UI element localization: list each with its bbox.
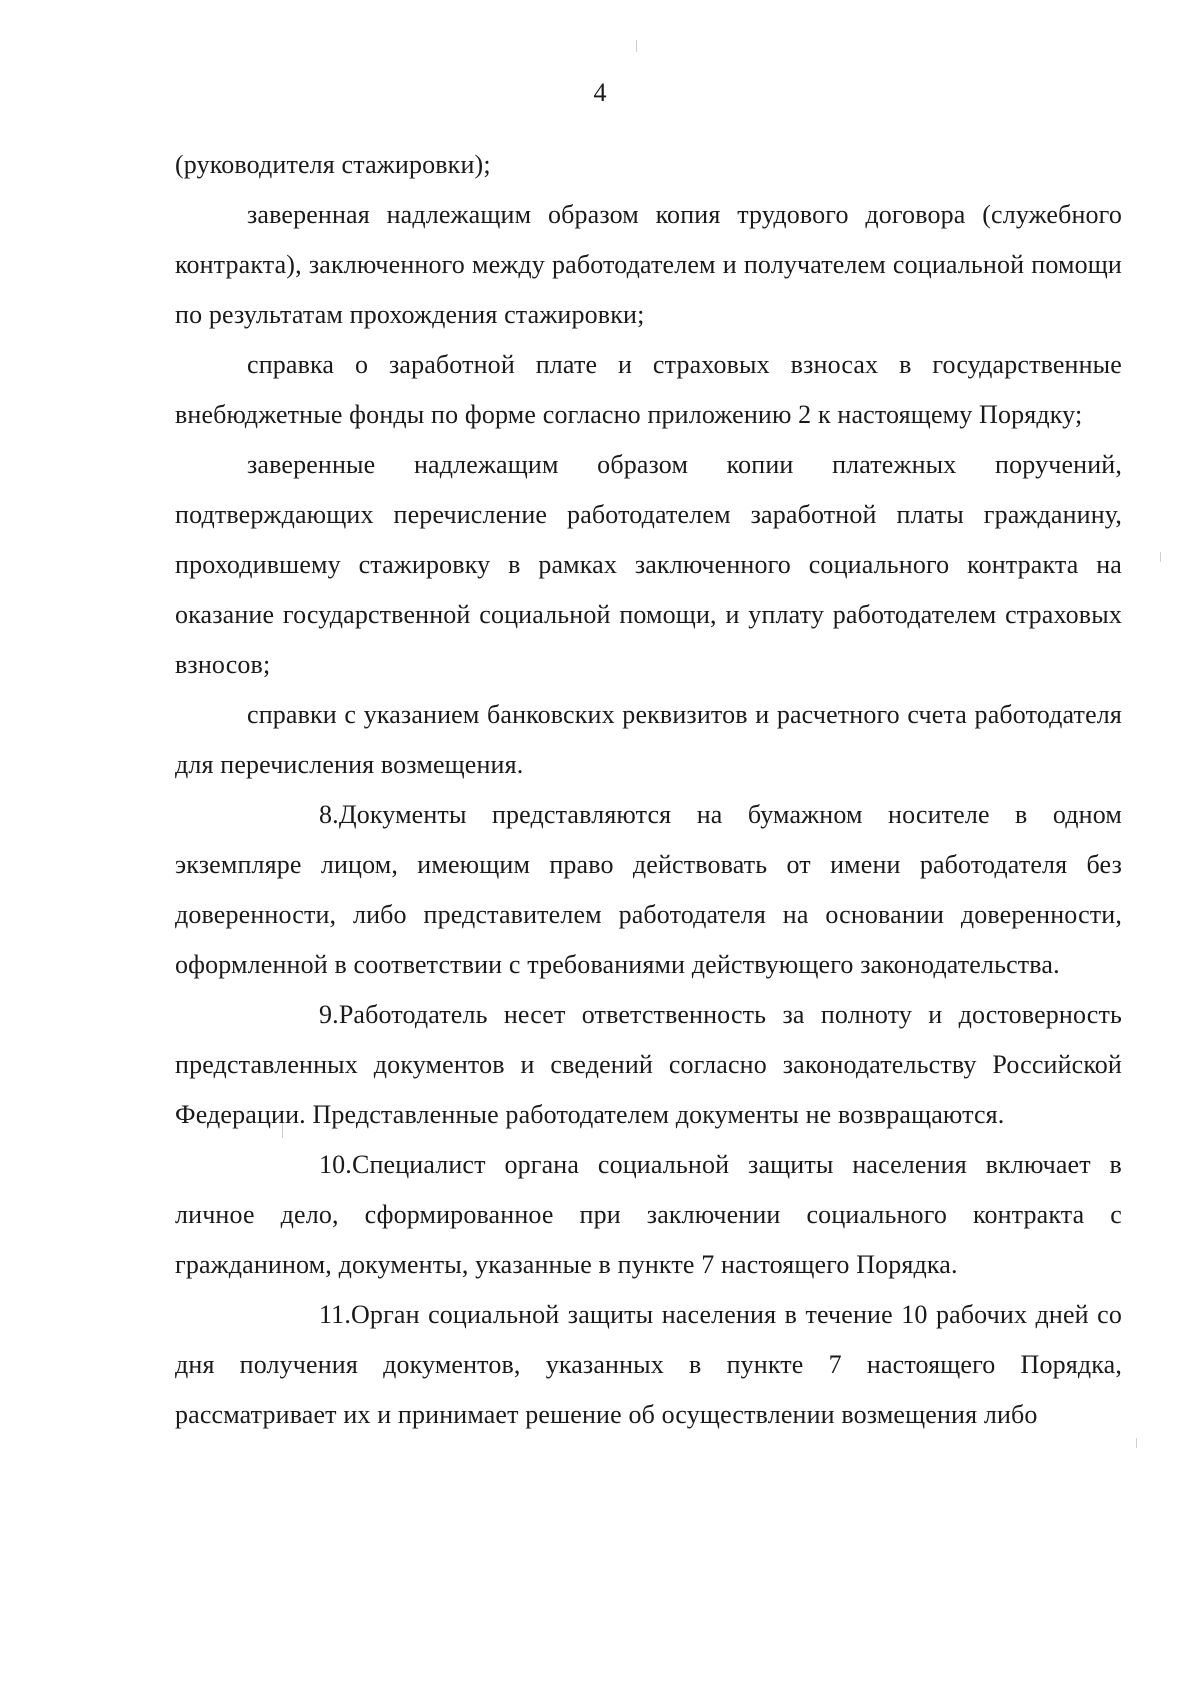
paragraph-bank-details: справки с указанием банковских реквизитов и расчетного счета работодателя для перечисления возмещения. — [175, 700, 1122, 779]
page-number: 4 — [593, 78, 607, 107]
paragraph-item-9 — [175, 990, 1122, 1140]
paragraph-item-8 — [175, 790, 1122, 990]
scan-artifact — [1160, 552, 1161, 562]
item-text: Орган социальной защиты населения в течение 10 рабочих дней со дня получения документов, указанных в пункте 7 настоящего Порядка, рассматривает их и принимает решение об осуществлении возмещения либо — [175, 1300, 1122, 1429]
paragraph-continuation: (руководителя стажировки); — [175, 150, 491, 179]
scan-artifact — [1136, 1438, 1137, 1448]
paragraph-employment-contract-copy: заверенная надлежащим образом копия трудового договора (служебного контракта), заключенного между работодателем и получателем социальной помощи по результатам прохождения стажировки; — [175, 200, 1122, 329]
item-number: 8. — [319, 800, 339, 829]
item-text: Специалист органа социальной защиты населения включает в личное дело, сформированное при заключении социального контракта с гражданином, документы, указанные в пункте 7 настоящего Порядка. — [175, 1150, 1122, 1279]
document-body — [175, 140, 1122, 1440]
paragraph-item-10 — [175, 1140, 1122, 1290]
scan-artifact — [636, 40, 637, 52]
item-text: Документы представляются на бумажном носителе в одном экземпляре лицом, имеющим право действовать от имени работодателя без доверенности, либо представителем работодателя на основании доверенности, оформленной в соответствии с требованиями действующего законодательства. — [175, 800, 1122, 979]
item-number: 11. — [319, 1300, 351, 1329]
paragraph-item-11 — [175, 1290, 1122, 1440]
item-number: 9. — [319, 1000, 339, 1029]
paragraph-salary-certificate: справка о заработной плате и страховых взносах в государственные внебюджетные фонды по форме согласно приложению 2 к настоящему Порядку; — [175, 350, 1122, 429]
item-number: 10. — [319, 1150, 352, 1179]
item-text: Работодатель несет ответственность за полноту и достоверность представленных документов и сведений согласно законодательству Российской Федерации. Представленные работодателем документы не возвращаются. — [175, 1000, 1122, 1129]
paragraph-payment-orders: заверенные надлежащим образом копии платежных поручений, подтверждающих перечисление работодателем заработной платы гражданину, проходившему стажировку в рамках заключенного социального контракта на оказание государственной социальной помощи, и уплату работодателем страховых взносов; — [175, 450, 1122, 679]
